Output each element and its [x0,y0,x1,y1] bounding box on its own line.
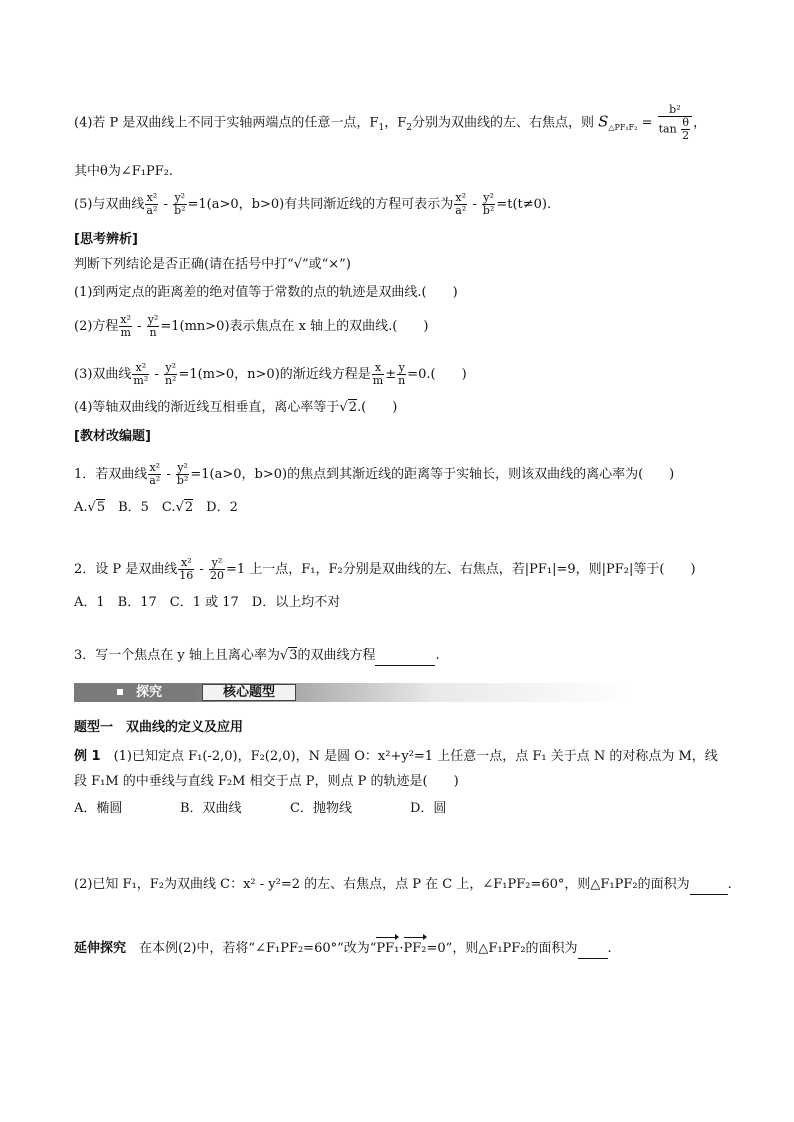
banner-tag-explore: 探究 [136,685,163,700]
textbook-q2: 2．设 P 是双曲线 $\frac{\text{x²}}{16}$ - $\frac{\text{y²}}{20}$ =1 上一点，F₁，F₂分别是双曲线的左、右焦点，若|PF₁|=9，则|PF₂|等于( ) [74,556,696,582]
textbook-heading: [教材改编题] [74,429,151,444]
extend-explore: 延伸探究 在本例(2)中，若将“∠F₁PF₂=60°”改为“PF₁·PF₂=0”，则△F₁PF₂的面积为 . [74,940,612,959]
textbook-q1-options: A.√5 B．5 C.√2 D．2 [74,500,238,515]
answer-blank[interactable] [375,647,435,666]
textbook-q2-options: A．1 B．17 C．1 或 17 D．以上均不对 [74,595,341,610]
think-q1: (1)到两定点的距离差的绝对值等于常数的点的轨迹是双曲线.( ) [74,285,458,300]
example1-line1: 例 1 (1)已知定点 F₁(-2,0)，F₂(2,0)，N 是圆 O：x²+y²=1 上任意一点，点 F₁ 关于点 N 的对称点为 M，线 [74,749,718,764]
banner-tag-core: 核心题型 [202,684,296,701]
property-5: (5)与双曲线 $\frac{\text{x²}}{\text{a²}}$ - $\frac{\text{y²}}{\text{b²}}$ =1(a>0，b>0)有共同渐近线的方程可表示为 $\frac{\text{x²}}{\text{a²}}$ - $\frac{\text{y²}}{\text{b²}}$ =t(t≠0). [74,191,552,217]
example1-part2: (2)已知 F₁，F₂为双曲线 C：x² - y²=2 的左、右焦点，点 P 在 C 上，∠F₁PF₂=60°，则△F₁PF₂的面积为 . [74,876,732,895]
think-heading: [思考辨析] [74,232,138,247]
example1-line2: 段 F₁M 的中垂线与直线 F₂M 相交于点 P，则点 P 的轨迹是( ) [74,774,459,789]
textbook-q1: 1．若双曲线 $\frac{\text{x²}}{\text{a²}}$ - $\frac{\text{y²}}{\text{b²}}$ =1(a>0，b>0)的焦点到其渐近线的距离等于实轴长，则该双曲线的离心率为( ) [74,461,675,487]
textbook-q3: 3．写一个焦点在 y 轴上且离心率为√3的双曲线方程 . [74,647,440,666]
think-q2: (2)方程 $\frac{\text{x²}}{m}$ - $\frac{\text{y²}}{n}$ =1(mn>0)表示焦点在 x 轴上的双曲线.( ) [74,313,429,339]
type1-heading: 题型一 双曲线的定义及应用 [74,720,244,735]
think-q4: (4)等轴双曲线的渐近线互相垂直，离心率等于√2.( ) [74,400,398,415]
area-formula: b² tan $\frac{\theta}{2}$ [658,104,693,142]
property-4: (4)若 P 是双曲线上不同于实轴两端点的任意一点，$F_1$，$F_2$分别为双曲线的左、右焦点，则 $S_{\triangle PF_1F_2}$ = b² tan $\frac{\theta}{2}$ ， [74,103,707,142]
answer-blank[interactable] [578,940,608,959]
section-banner [74,683,634,702]
answer-blank[interactable] [690,876,728,895]
property-4-note: 其中θ为∠F₁PF₂. [74,164,174,179]
think-q3: (3)双曲线 $\frac{\text{x²}}{\text{m²}}$ - $\frac{\text{y²}}{\text{n²}}$ =1(m>0，n>0)的渐近线方程是 $\frac{x}{m}$ ± $\frac{y}{n}$ =0.( ) [74,361,467,387]
think-intro: 判断下列结论是否正确(请在括号中打“√”或“×”) [74,257,351,272]
example1-options: A．椭圆 B．双曲线 C．抛物线 D．圆 [74,801,447,816]
banner-square-icon [117,689,123,695]
